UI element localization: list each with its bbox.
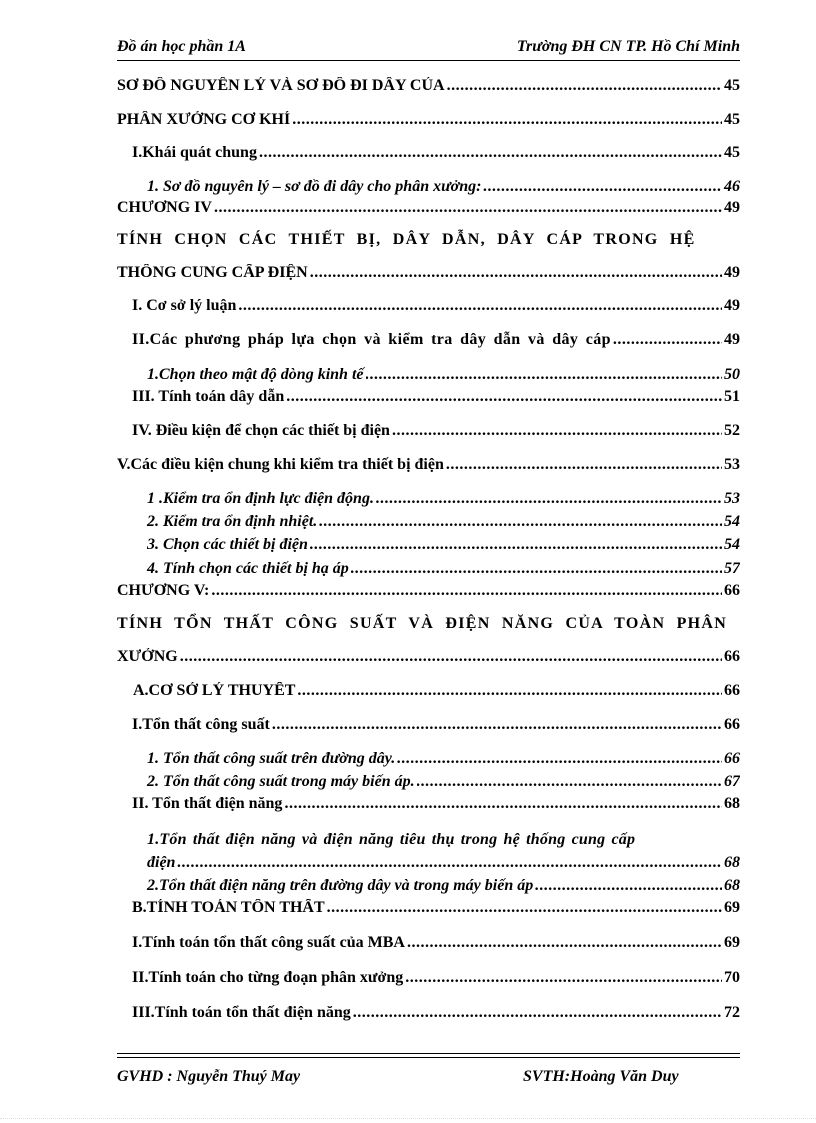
footer-divider-bottom (117, 1057, 740, 1058)
toc-entry[interactable] (117, 536, 740, 558)
toc-entry[interactable] (117, 331, 740, 353)
toc-entry[interactable] (117, 899, 740, 921)
toc-entry-page: 51 (724, 388, 740, 405)
toc-entry[interactable] (117, 366, 740, 388)
footer-student: SVTH:Hoàng Văn Duy (523, 1068, 679, 1085)
toc-entry-page: 46 (724, 178, 740, 195)
toc-entry-title: 4. Tính chọn các thiết bị hạ áp (147, 560, 349, 577)
toc-entry-title: XƯỞNG (117, 648, 178, 665)
toc-entry-title: II.Tính toán cho từng đoạn phân xưởng (132, 969, 404, 986)
toc-entry[interactable] (117, 582, 740, 604)
toc-entry-page: 54 (724, 536, 740, 553)
toc-leader-dots (535, 877, 722, 895)
toc-entry-title: SƠ ĐỒ NGUYÊN LÝ VÀ SƠ ĐỒ ĐI DÂY CỦA (117, 77, 445, 94)
toc-entry-title: V.Các điều kiện chung khi kiểm tra thiết bị điện (117, 456, 444, 473)
toc-entry-page: 68 (724, 795, 740, 812)
toc-entry[interactable] (117, 144, 740, 166)
toc-entry-title: 2. Tổn thất công suất trong máy biến áp. (147, 773, 415, 790)
toc-entry-page: 45 (724, 144, 740, 161)
toc-entry-page: 66 (724, 750, 740, 767)
toc-leader-dots (376, 490, 722, 508)
toc-entry-title: B.TÍNH TOÁN TỔN THẤT (132, 899, 325, 916)
toc-entry-line: 1.Tổn thất điện năng và điện năng tiêu thụ trong hệ thống cung cấp (147, 831, 636, 848)
toc-entry-title: 1.Chọn theo mật độ dòng kinh tế (147, 366, 364, 383)
toc-entry-title: CHƯƠNG IV (117, 199, 212, 216)
toc-entry[interactable] (133, 682, 740, 704)
toc-leader-dots (177, 854, 722, 872)
toc-entry[interactable] (117, 648, 740, 670)
toc-entry[interactable] (117, 934, 740, 956)
toc-entry-title: IV. Điều kiện để chọn các thiết bị điện (132, 422, 390, 439)
toc-entry-page: 53 (724, 490, 740, 507)
toc-entry-page: 52 (724, 422, 740, 439)
toc-entry-page: 72 (724, 1004, 740, 1021)
toc-entry[interactable] (117, 513, 740, 535)
toc-leader-dots (353, 1004, 722, 1022)
toc-entry-line: TÍNH CHỌN CÁC THIẾT BỊ, DÂY DẪN, DÂY CÁP TRONG HỆ (117, 231, 696, 248)
toc-entry-page: 57 (724, 560, 740, 577)
toc-entry-page: 49 (724, 297, 740, 314)
toc-entry-title: III.Tính toán tổn thất điện năng (132, 1004, 351, 1021)
toc-entry-page: 45 (724, 111, 740, 128)
toc-leader-dots (483, 178, 722, 196)
toc-leader-dots (310, 264, 722, 282)
toc-entry-title: điện (147, 854, 176, 871)
toc-leader-dots (319, 513, 722, 531)
toc-leader-dots (180, 648, 722, 666)
page-header (117, 38, 740, 60)
toc-leader-dots (447, 77, 722, 95)
toc-leader-dots (292, 111, 722, 129)
toc-entry[interactable] (117, 456, 740, 478)
toc-entry-page: 68 (724, 854, 740, 871)
toc-entry[interactable] (117, 854, 740, 876)
toc-entry-title: 1 .Kiểm tra ổn định lực điện động. (147, 490, 374, 507)
toc-entry-page: 54 (724, 513, 740, 530)
toc-entry-title: I.Khái quát chung (132, 144, 257, 161)
toc-entry-title: A.CƠ SỞ LÝ THUYẾT (133, 682, 296, 699)
toc-leader-dots (366, 366, 723, 384)
toc-entry[interactable] (117, 388, 740, 410)
toc-entry-title: CHƯƠNG V: (117, 582, 210, 599)
toc-leader-dots (259, 144, 722, 162)
toc-entry[interactable] (117, 490, 740, 512)
toc-entry-title: III. Tính toán dây dẫn (132, 388, 285, 405)
toc-entry-title: 2.Tổn thất điện năng trên đường dây và trong máy biến áp (147, 877, 534, 894)
header-course-title: Đồ án học phần 1A (117, 38, 246, 55)
toc-entry-page: 70 (724, 969, 740, 986)
toc-leader-dots (405, 969, 722, 987)
toc-entry-page: 68 (724, 877, 740, 894)
toc-leader-dots (351, 560, 722, 578)
toc-entry-title: I. Cơ sở lý luận (132, 297, 237, 314)
toc-entry-page: 49 (724, 331, 740, 348)
header-university: Trường ĐH CN TP. Hồ Chí Minh (516, 38, 740, 55)
footer-supervisor: GVHD : Nguyễn Thuý May (117, 1068, 301, 1085)
toc-entry-title: I.Tính toán tổn thất công suất của MBA (132, 934, 405, 951)
toc-leader-dots (407, 934, 722, 952)
page-bottom-edge (0, 1118, 816, 1119)
toc-entry-line: TÍNH TỔN THẤT CÔNG SUẤT VÀ ĐIỆN NĂNG CỦA TOÀN PHÂN (117, 615, 728, 632)
toc-entry-title: 2. Kiểm tra ổn định nhiệt. (147, 513, 318, 530)
toc-entry[interactable] (132, 297, 740, 319)
toc-entry-title: II. Tổn thất điện năng (132, 795, 283, 812)
toc-entry-page: 66 (724, 582, 740, 599)
toc-entry-title: I.Tổn thất công suất (132, 716, 270, 733)
toc-entry[interactable] (117, 111, 740, 133)
toc-entry[interactable] (117, 773, 740, 795)
toc-entry-page: 67 (724, 773, 740, 790)
toc-entry-page: 66 (724, 716, 740, 733)
toc-entry-title: THỐNG CUNG CẤP ĐIỆN (117, 264, 308, 281)
toc-leader-dots (613, 331, 722, 349)
toc-leader-dots (417, 773, 722, 791)
toc-entry-page: 69 (724, 934, 740, 951)
page-footer (117, 1068, 740, 1090)
toc-entry-title: II.Các phương pháp lựa chọn và kiểm tra dây dẫn và dây cáp (132, 331, 611, 348)
toc-leader-dots (272, 716, 722, 734)
toc-leader-dots (310, 536, 722, 554)
toc-entry-page: 49 (724, 199, 740, 216)
toc-leader-dots (446, 456, 722, 474)
toc-entry-page: 66 (724, 648, 740, 665)
toc-entry[interactable] (117, 1004, 740, 1026)
toc-entry[interactable] (117, 969, 740, 991)
toc-leader-dots (392, 422, 722, 440)
footer-divider-top (117, 1053, 740, 1054)
toc-entry-page: 69 (724, 899, 740, 916)
toc-leader-dots (327, 899, 722, 917)
toc-entry-page: 50 (724, 366, 740, 383)
toc-entry[interactable] (117, 199, 740, 221)
toc-entry[interactable] (117, 264, 740, 286)
toc-leader-dots (286, 388, 722, 406)
toc-entry-page: 49 (724, 264, 740, 281)
toc-entry[interactable] (117, 422, 740, 444)
toc-entry-title: 3. Chọn các thiết bị điện (147, 536, 308, 553)
toc-entry-title: 1. Sơ đồ nguyên lý – sơ đồ đi dây cho phân xưởng: (147, 178, 482, 195)
toc-leader-dots (211, 582, 722, 600)
toc-entry-page: 53 (724, 456, 740, 473)
toc-entry[interactable] (117, 77, 740, 99)
toc-entry-title: 1. Tổn thất công suất trên đường dây. (147, 750, 396, 767)
toc-leader-dots (297, 682, 722, 700)
toc-entry[interactable] (117, 750, 740, 772)
toc-entry-page: 45 (724, 77, 740, 94)
toc-entry[interactable] (117, 795, 740, 817)
toc-leader-dots (214, 199, 722, 217)
toc-entry[interactable] (117, 716, 740, 738)
toc-entry-title: PHÂN XƯỞNG CƠ KHÍ (117, 111, 291, 128)
toc-entry[interactable] (117, 178, 740, 200)
toc-entry-page: 66 (724, 682, 740, 699)
header-divider (117, 60, 740, 61)
toc-leader-dots (284, 795, 722, 813)
toc-entry[interactable] (117, 560, 740, 582)
toc-leader-dots (238, 297, 722, 315)
toc-entry[interactable] (117, 877, 740, 899)
toc-leader-dots (397, 750, 722, 768)
